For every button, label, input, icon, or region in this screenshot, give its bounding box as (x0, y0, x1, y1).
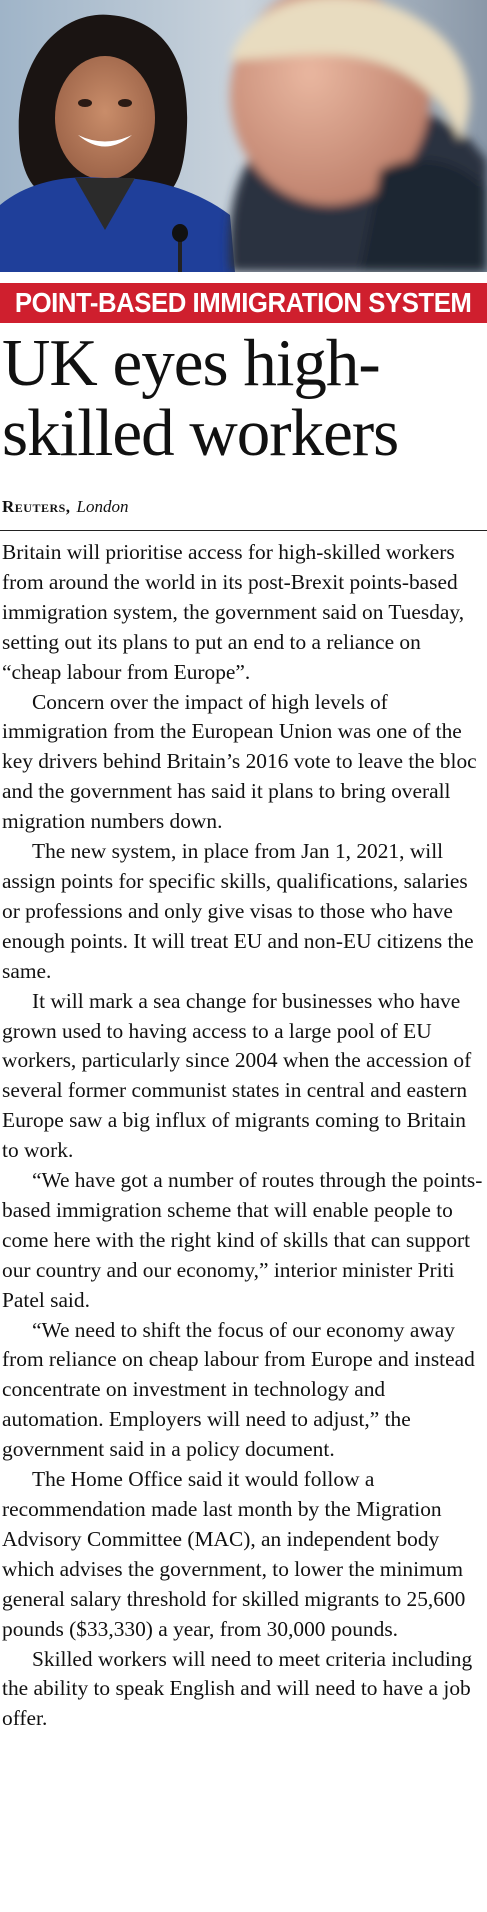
paragraph: Britain will prioritise access for high-skilled workers from around the world in its post-Brexit points-based immigration system, the government said on Tuesday, setting out its plans to put an end to a reliance on “cheap labour from Europe”. (2, 540, 465, 684)
paragraph: The new system, in place from Jan 1, 2021, will assign points for specific skills, qualifications, salaries or professions and only give visas to those who have enough points. It will treat EU and non-EU citizens the same. (2, 839, 474, 983)
photo-two-politicians-icon (0, 0, 487, 272)
section-kicker (0, 283, 487, 323)
paragraph: “We need to shift the focus of our economy away from reliance on cheap labour from Europe and instead concentrate on investment in technology and automation. Employers will need to adjust,” the government said in a policy document. (2, 1317, 475, 1462)
byline (2, 497, 129, 517)
paragraph: The Home Office said it would follow a recommendation made last month by the Migration Advisory Committee (MAC), an independent body which advises the government, to lower the minimum general salary threshold for skilled migrants to 25,600 pounds ($33,330) a year, from 30,000 pounds. (2, 1467, 466, 1641)
news-photo (0, 0, 487, 272)
paragraph: Concern over the impact of high levels of immigration from the European Union was one of the key drivers behind Britain’s 2016 vote to leave the bloc and the government has said it plans to bring overall migration numbers down. (2, 689, 477, 834)
article-body (2, 538, 484, 1734)
kicker-label: POINT-BASED IMMIGRATION SYSTEM (15, 287, 472, 318)
byline-city: London (76, 497, 129, 516)
headline: UK eyes high-skilled workers (2, 326, 399, 470)
paragraph: It will mark a sea change for businesses who have grown used to having access to a large pool of EU workers, particularly since 2004 when the accession of several former communist states in central and eastern Europe saw a big influx of migrants coming to Britain to work. (2, 988, 472, 1163)
paragraph: Skilled workers will need to meet criteria including the ability to speak English and will need to have a job offer. (2, 1646, 473, 1731)
paragraph: “We have got a number of routes through the points-based immigration scheme that will enable people to come here with the right kind of skills that can support our country and our economy,” interior minister Priti Patel said. (2, 1168, 483, 1312)
byline-agency: Reuters, (2, 497, 71, 516)
divider (0, 530, 487, 531)
